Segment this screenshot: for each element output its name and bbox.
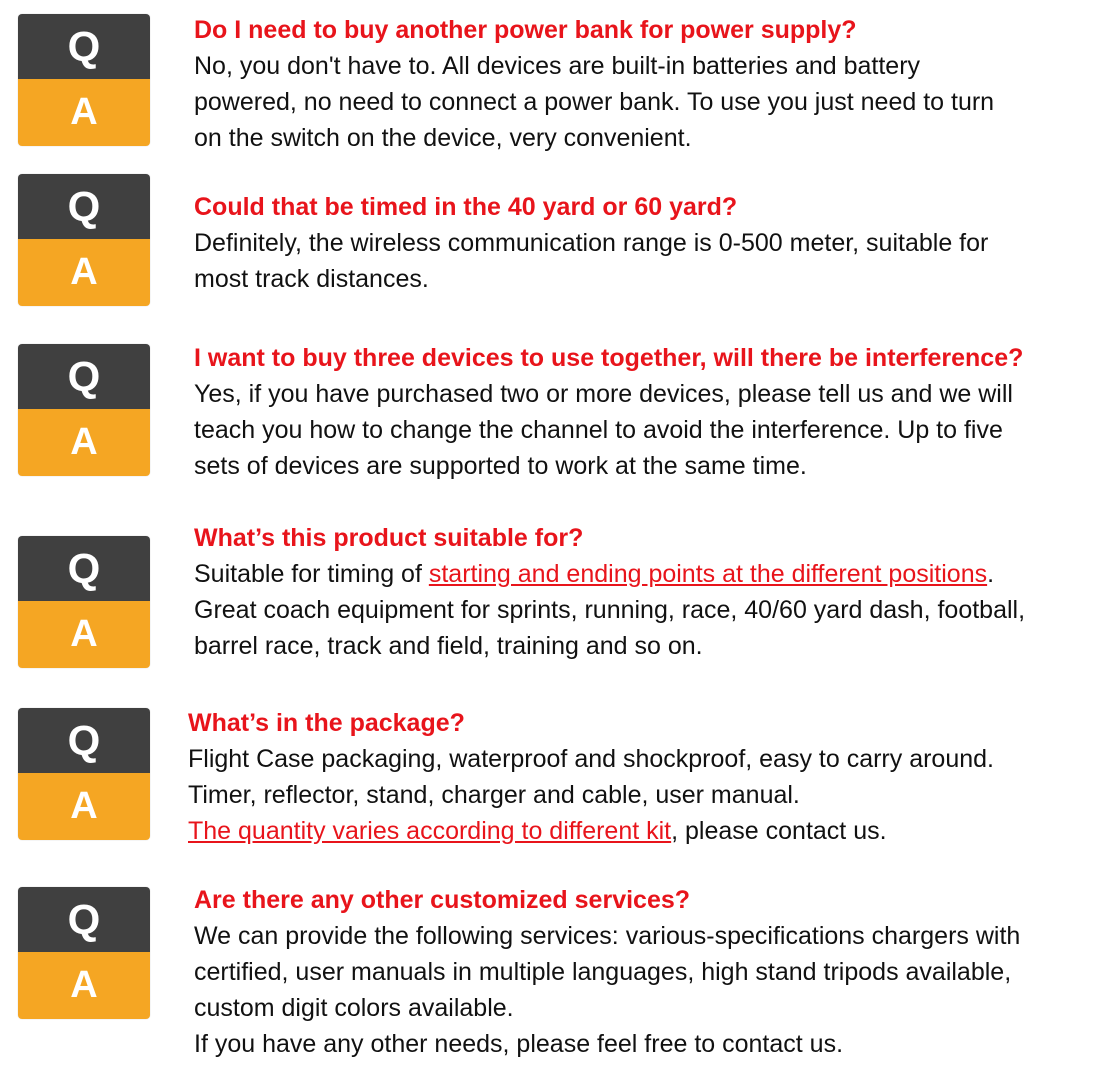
answer-suffix: . (987, 560, 995, 588)
highlight-link[interactable]: starting and ending points at the different positions (428, 560, 988, 588)
answer-line: custom digit colors available. (194, 994, 514, 1022)
qa-item (0, 12, 1117, 162)
question-title: I want to buy three devices to use together, will there be interference? (194, 344, 1024, 372)
q-label: Q (18, 708, 150, 773)
a-label: A (18, 79, 150, 146)
answer-text (194, 376, 1113, 484)
a-label: A (18, 773, 150, 840)
answer-text (194, 225, 1113, 297)
qa-item (0, 524, 1117, 684)
highlight-link[interactable]: The quantity varies according to different kit (188, 817, 672, 845)
qa-item (0, 172, 1117, 312)
qa-item (0, 706, 1117, 856)
answer-line: Flight Case packaging, waterproof and shockproof, easy to carry around. (188, 745, 994, 773)
qa-item (0, 342, 1117, 492)
q-label: Q (18, 344, 150, 409)
answer-line: Timer, reflector, stand, charger and cable, user manual. (188, 781, 800, 809)
qa-badge (18, 708, 150, 840)
answer-line: No, you don't have to. All devices are built-in batteries and battery (194, 52, 921, 80)
question-title: What’s in the package? (188, 709, 465, 737)
q-label: Q (18, 887, 150, 952)
qa-badge (18, 887, 150, 1019)
question-title: Could that be timed in the 40 yard or 60 yard? (194, 193, 738, 221)
answer-line: most track distances. (194, 265, 429, 293)
q-label: Q (18, 536, 150, 601)
qa-item (0, 885, 1117, 1075)
qa-badge (18, 344, 150, 476)
q-label: Q (18, 174, 150, 239)
answer-line: Great coach equipment for sprints, running, race, 40/60 yard dash, football, (194, 596, 1026, 624)
q-label: Q (18, 14, 150, 79)
answer-text (194, 918, 1113, 1062)
answer-line: teach you how to change the channel to avoid the interference. Up to five (194, 416, 1003, 444)
qa-badge (18, 536, 150, 668)
answer-text (194, 556, 1113, 664)
question-title: Do I need to buy another power bank for power supply? (194, 16, 857, 44)
answer-text (194, 48, 1113, 156)
answer-line (188, 813, 1113, 849)
a-label: A (18, 952, 150, 1019)
answer-line: Definitely, the wireless communication range is 0-500 meter, suitable for (194, 229, 989, 257)
answer-line: If you have any other needs, please feel free to contact us. (194, 1030, 844, 1058)
question-title: What’s this product suitable for? (194, 524, 584, 552)
answer-line (194, 556, 1113, 592)
answer-line: We can provide the following services: various-specifications chargers with (194, 922, 1021, 950)
answer-line: on the switch on the device, very convenient. (194, 124, 692, 152)
a-label: A (18, 239, 150, 306)
answer-line: powered, no need to connect a power bank. To use you just need to turn (194, 88, 995, 116)
answer-line: barrel race, track and field, training and so on. (194, 632, 703, 660)
answer-text (188, 741, 1113, 849)
qa-badge (18, 14, 150, 146)
a-label: A (18, 409, 150, 476)
answer-suffix: , please contact us. (671, 817, 887, 845)
answer-prefix: Suitable for timing of (194, 560, 429, 588)
a-label: A (18, 601, 150, 668)
question-title: Are there any other customized services? (194, 886, 691, 914)
answer-line: Yes, if you have purchased two or more devices, please tell us and we will (194, 380, 1013, 408)
qa-badge (18, 174, 150, 306)
answer-line: certified, user manuals in multiple languages, high stand tripods available, (194, 958, 1012, 986)
answer-line: sets of devices are supported to work at the same time. (194, 452, 807, 480)
